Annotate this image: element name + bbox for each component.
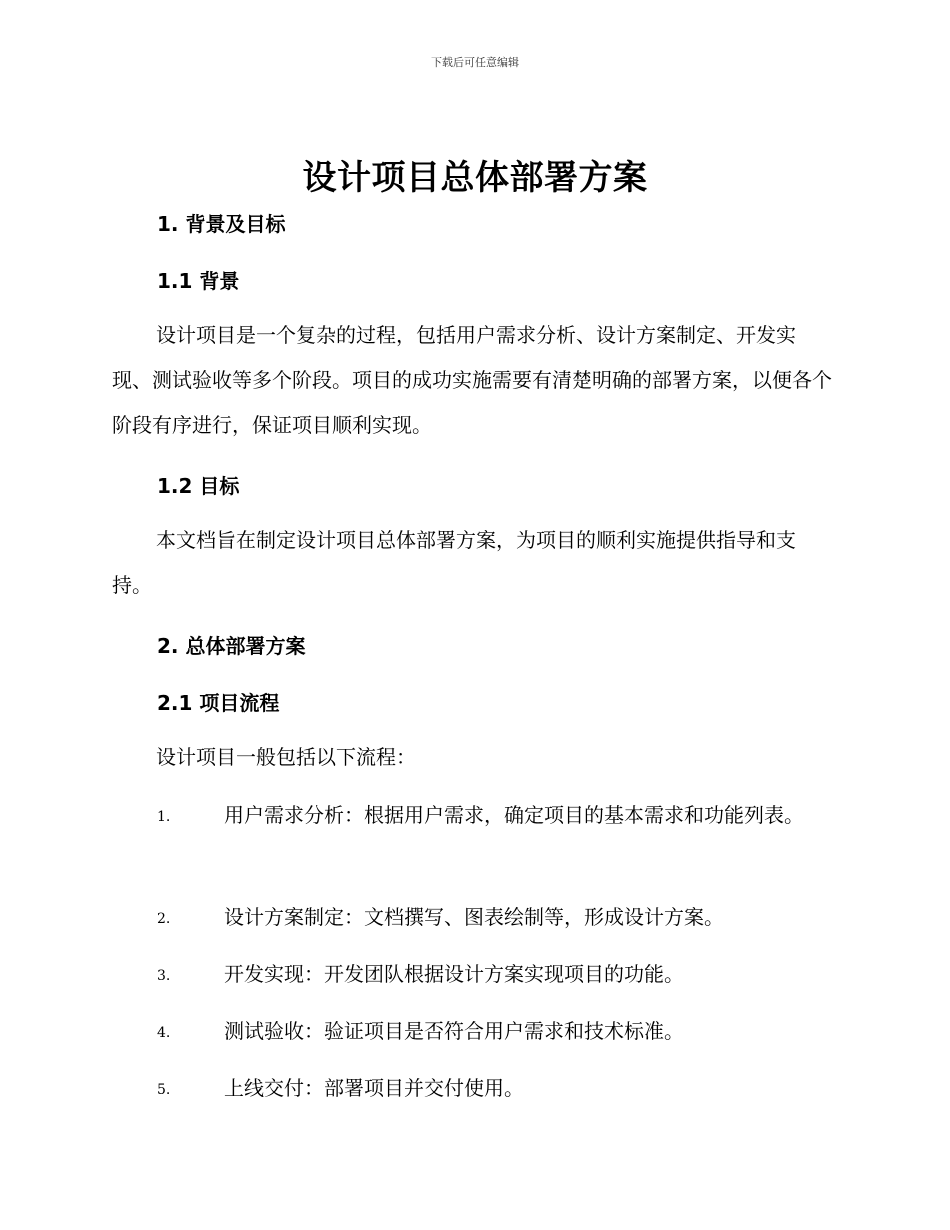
list-item-number: 2. — [157, 911, 171, 927]
background-paragraph: 设计项目是一个复杂的过程，包括用户需求分析、设计方案制定、开发实现、测试验收等多个阶段。项目的成功实施需要有清楚明确的部署方案，以便各个阶段有序进行，保证项目顺利实现。 — [112, 323, 832, 437]
document-title: 设计项目总体部署方案 — [302, 158, 648, 198]
list-item — [112, 895, 832, 940]
list-item-text: 上线交付：部署项目并交付使用。 — [224, 1076, 524, 1100]
list-item — [112, 1066, 832, 1111]
list-item-number: 3. — [157, 968, 171, 984]
list-item-text: 测试验收：验证项目是否符合用户需求和技术标准。 — [224, 1019, 684, 1043]
section-1-2-heading: 1.2 目标 — [157, 474, 240, 498]
section-1-heading: 1. 背景及目标 — [157, 212, 286, 236]
list-item-number: 1. — [157, 809, 171, 825]
list-item — [112, 1009, 832, 1054]
list-item — [112, 793, 832, 838]
section-2-heading: 2. 总体部署方案 — [157, 634, 306, 658]
list-item — [112, 952, 832, 997]
list-item-number: 5. — [157, 1082, 171, 1098]
list-item-text: 开发实现：开发团队根据设计方案实现项目的功能。 — [224, 962, 684, 986]
list-item-text: 设计方案制定：文档撰写、图表绘制等，形成设计方案。 — [224, 905, 724, 929]
list-item-number: 4. — [157, 1025, 171, 1041]
goal-paragraph: 本文档旨在制定设计项目总体部署方案，为项目的顺利实施提供指导和支持。 — [112, 528, 796, 597]
section-1-1-heading: 1.1 背景 — [157, 269, 240, 293]
list-item-text: 用户需求分析：根据用户需求，确定项目的基本需求和功能列表。 — [224, 803, 804, 827]
process-intro: 设计项目一般包括以下流程： — [156, 745, 416, 769]
section-2-1-heading: 2.1 项目流程 — [157, 691, 280, 715]
header-note: 下载后可任意编辑 — [431, 56, 519, 69]
